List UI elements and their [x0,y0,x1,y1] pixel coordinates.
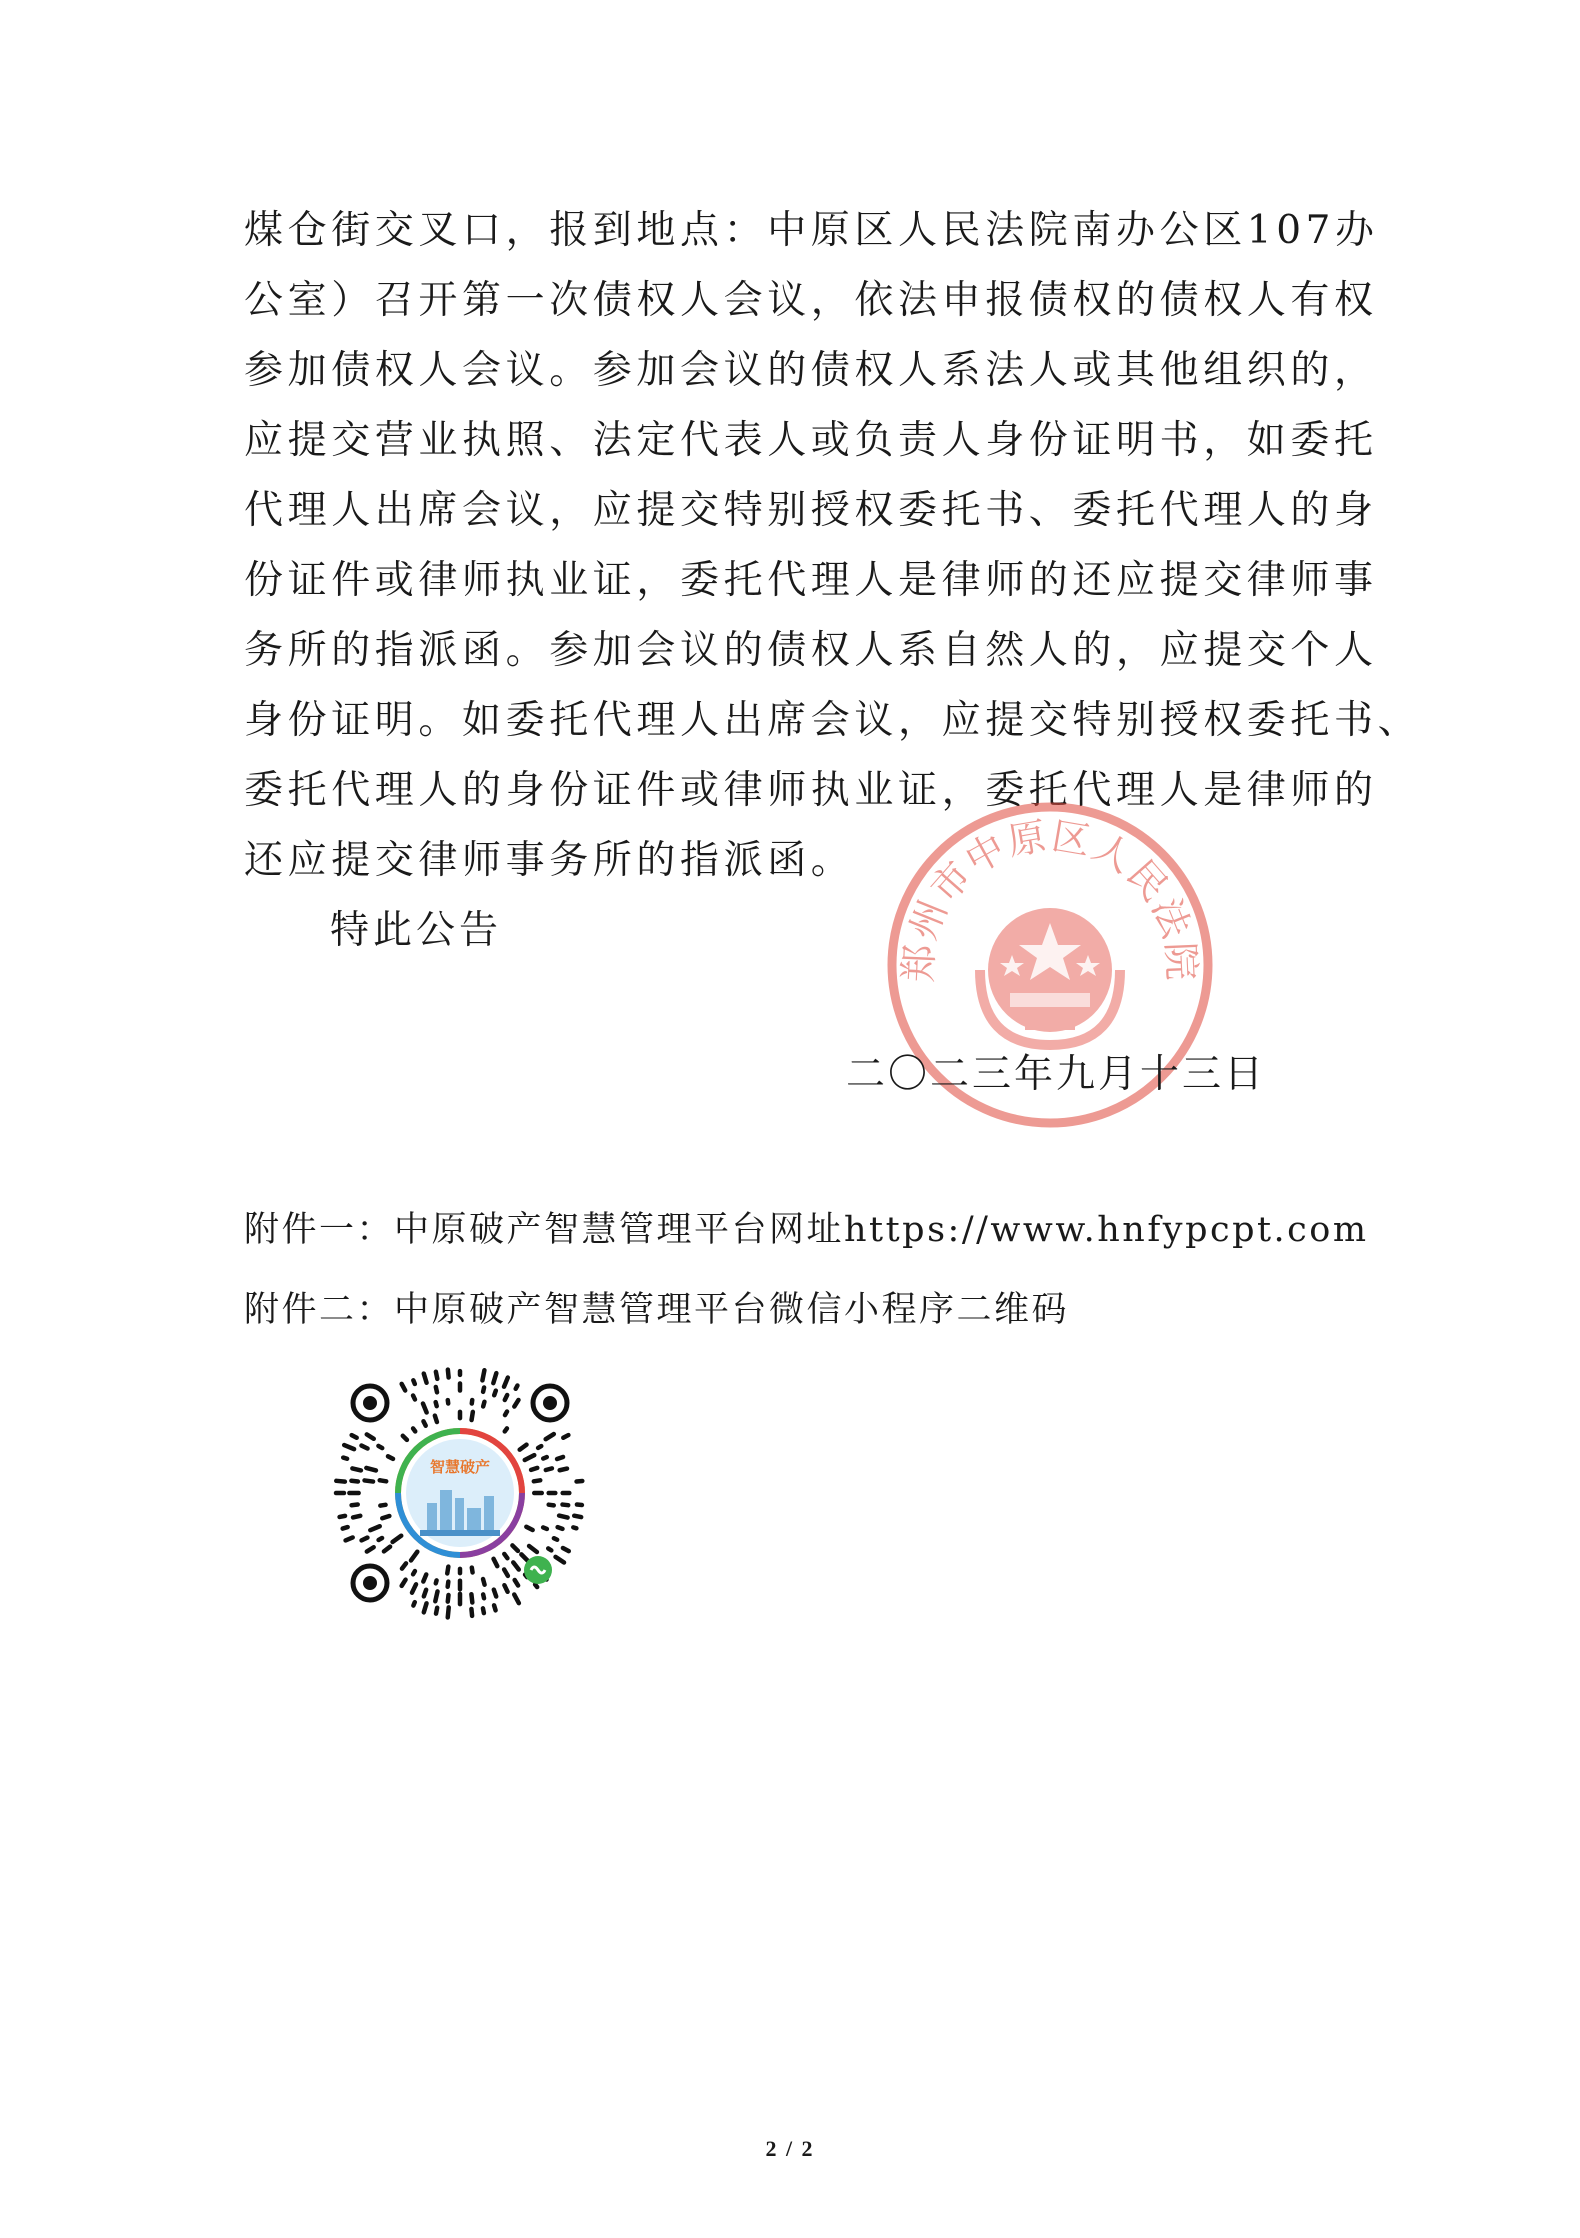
qr-dash [411,1552,417,1561]
qr-dash [534,1480,540,1481]
qr-dash [493,1373,496,1383]
qr-dash [504,1378,508,1387]
attachment-1: 附件一：中原破产智慧管理平台网址https://www.hnfypcpt.com [244,1210,1369,1250]
qr-dash [563,1435,568,1438]
qr-dash [423,1404,427,1413]
qr-dash [563,1505,569,1506]
qr-dash [556,1557,564,1563]
qr-dash [505,1395,507,1400]
qr-dash [513,1562,518,1569]
qr-dash [494,1605,496,1610]
qr-dash [543,1457,547,1458]
qr-dash [548,1548,551,1550]
body-line: 公室）召开第一次债权人会议，依法申报债权的债权人有权 [244,278,1378,323]
qr-dash [494,1590,496,1597]
qr-dash [535,1585,537,1588]
qr-dash [344,1445,354,1449]
qr-dash [403,1436,407,1440]
notice-body [244,196,1422,896]
qr-dash [436,1580,437,1583]
qr-dash [351,1481,358,1482]
body-line: 委托代理人的身份证件或律师执业证，委托代理人是律师的 [244,768,1378,813]
qr-dash [367,1547,374,1551]
qr-dash [546,1434,554,1439]
qr-dash [352,1468,361,1470]
qr-dash [366,1468,376,1471]
qr-dash [423,1574,426,1581]
qr-dash [546,1468,552,1470]
qr-dash [549,1505,554,1506]
qr-dash [574,1516,581,1517]
qr-dash [559,1516,568,1518]
qr-dash [384,1547,390,1552]
qr-dash [504,1585,507,1592]
qr-dash [471,1594,472,1602]
qr-dash [526,1527,532,1530]
qr-dash [367,1434,374,1438]
qr-dash [413,1396,415,1400]
qr-dash [346,1537,353,1540]
qr-dash [393,1536,402,1542]
qr-dash [378,1446,382,1448]
qr-dash [413,1602,414,1605]
qr-dash [483,1402,484,1407]
qr-dash [505,1428,507,1431]
qr-dash [448,1370,449,1378]
qr-dash [362,1538,368,1541]
qr-dash [505,1412,507,1416]
seal-text: 郑州市中原区人民法院 [896,813,1204,984]
qr-dash [514,1595,519,1604]
qr-dash [380,1480,386,1481]
qr-dash [413,1428,415,1431]
body-line: 身份证明。如委托代理人出席会议，应提交特别授权委托书、 [244,698,1422,743]
qr-dash [388,1456,393,1459]
qr-dash [563,1548,569,1551]
qr-dash [448,1607,449,1617]
qr-dash [577,1481,583,1482]
qr-dash [424,1590,426,1597]
qr-dash [560,1469,567,1471]
qr-dash [402,1580,406,1586]
qr-dash [494,1391,496,1396]
qr-dash [448,1595,449,1602]
qr-dash [343,1458,347,1459]
qr-dash [413,1380,415,1384]
qr-dash [494,1559,498,1566]
qr-dash [413,1571,415,1574]
qr-dash [336,1481,345,1482]
qr-dash [448,1582,449,1587]
qr-dash [365,1480,374,1481]
qr-dash [472,1568,473,1573]
body-line: 应提交营业执照、法定代表人或负责人身份证明书，如委托 [244,418,1378,463]
qr-dash [483,1608,484,1613]
qr-dash [435,1591,437,1601]
qr-dash [482,1370,484,1380]
qr-dash [538,1446,541,1448]
qr-dash [531,1468,537,1470]
qr-dash [423,1421,425,1425]
qr-dash [512,1545,517,1550]
body-line: 份证件或律师执业证，委托代理人是律师的还应提交律师事 [244,558,1378,603]
qr-dash [436,1387,437,1392]
qr-dash [554,1538,557,1540]
qr-dash [424,1374,427,1383]
emblem-icon [980,908,1120,1045]
body-line: 还应提交律师事务所的指派函。 [244,838,855,883]
qr-dash [515,1580,518,1586]
qr-dash [472,1412,473,1420]
qr-dash [557,1457,563,1459]
qr-dash [435,1416,437,1422]
qr-dash [504,1569,508,1575]
qr-dash [516,1386,518,1389]
qr-dash [382,1516,389,1518]
body-line: 代理人出席会议，应提交特别授权委托书、委托代理人的身 [244,488,1378,533]
qr-dash [424,1603,427,1612]
qr-dash [436,1402,437,1406]
qr-dash [436,1608,437,1614]
page-number: 2 / 2 [765,2136,815,2161]
qr-dash [361,1446,367,1449]
qr-dash [353,1516,360,1518]
qr-dash [483,1387,484,1391]
qr-dash [520,1445,527,1450]
notice-date: 二〇二三年九月十三日 [846,1052,1267,1097]
qr-dash [380,1505,385,1506]
qr-dash [340,1516,345,1517]
qr-dash [379,1538,382,1540]
body-line: 煤仓街交叉口，报到地点：中原区人民法院南办公区107办 [244,208,1379,253]
qr-dash [343,1527,348,1529]
qr-dash [436,1372,437,1379]
wechat-miniprogram-code [325,1358,595,1628]
qr-dash [402,1384,406,1391]
qr-dash [352,1505,358,1506]
qr-dash [514,1400,518,1407]
qr-dash [412,1584,416,1592]
body-line: 务所的指派函。参加会议的债权人系自然人的，应提交个人 [244,628,1378,673]
qr-dash [471,1609,472,1616]
qr-dash [525,1455,534,1460]
qr-dash [504,1554,507,1558]
qr-center-label: 智慧破产 [429,1458,491,1476]
qr-dash [529,1546,537,1552]
qr-dash [483,1579,485,1585]
qr-dash [483,1594,484,1598]
closing-statement: 特此公告 [330,908,503,953]
body-line: 参加债权人会议。参加会议的债权人系法人或其他组织的， [244,348,1378,393]
qr-dash [402,1563,406,1568]
qr-dash [370,1526,379,1530]
qr-dash [543,1527,547,1529]
qr-dash [352,1435,357,1438]
qr-dash [573,1527,576,1528]
qr-dash [447,1567,448,1574]
qr-dash [558,1527,563,1529]
attachment-2: 附件二：中原破产智慧管理平台微信小程序二维码 [244,1290,1070,1330]
